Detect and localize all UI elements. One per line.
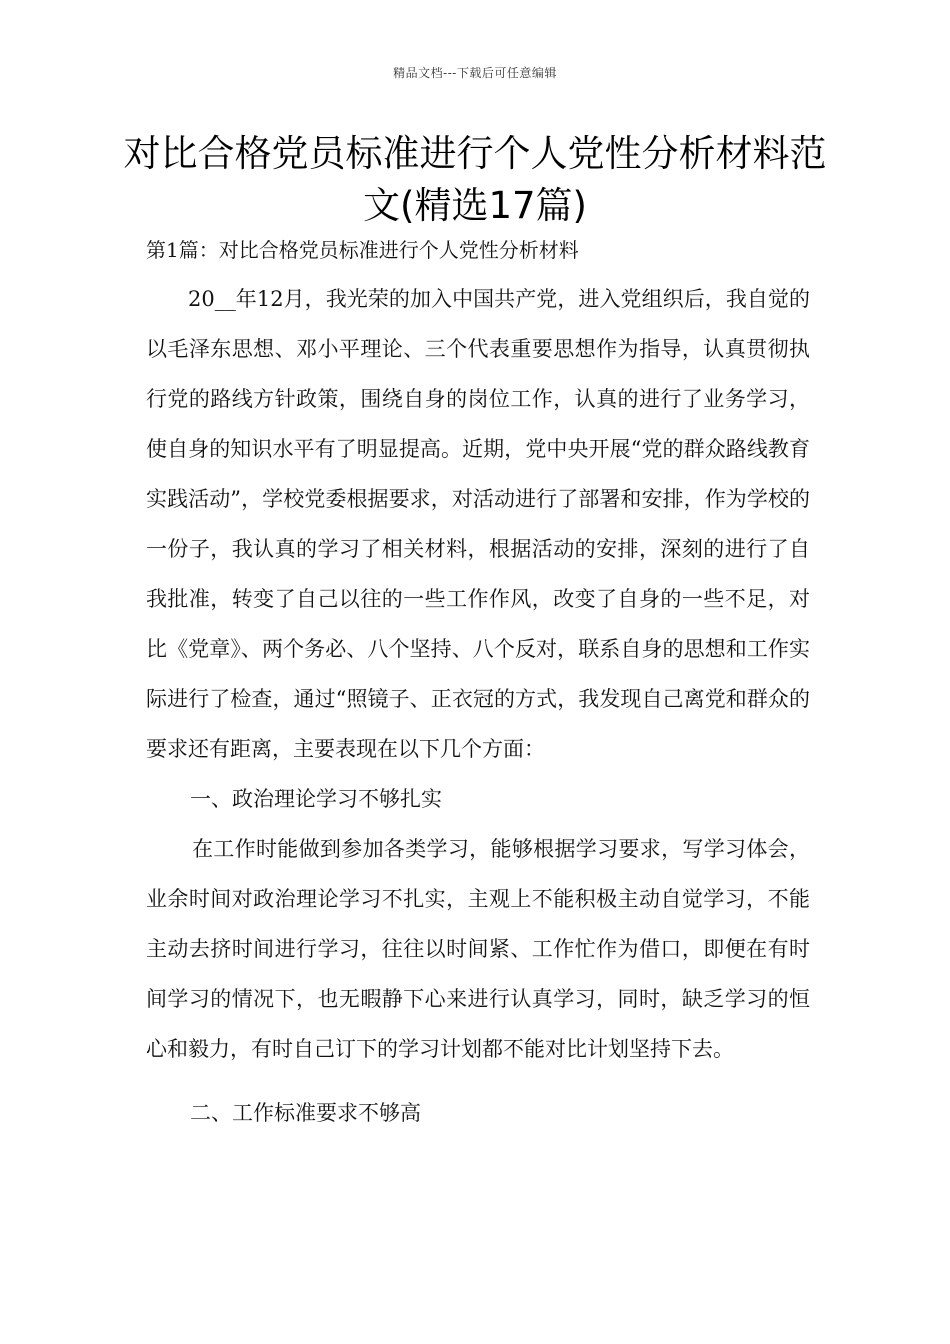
section-paragraph-1: 在工作时能做到参加各类学习，能够根据学习要求，写学习体会，业余时间对政治理论学习不扎实，主观上不能积极主动自觉学习，不能主动去挤时间进行学习，往往以时间紧、工作忙作为借口，即便在有时间学习的情况下，也无暇静下心来进行认真学习，同时，缺乏学习的恒心和毅力，有时自己订下的学习计划都不能对比计划坚持下去。	[146, 837, 810, 1061]
document-body	[146, 274, 810, 1138]
page-header: 精品文档---下载后可任意编辑	[393, 66, 557, 80]
paragraph-spacer	[146, 1074, 810, 1088]
article-subtitle: 第1篇：对比合格党员标准进行个人党性分析材料	[146, 238, 579, 262]
section-heading-2: 二、工作标准要求不够高	[190, 1101, 421, 1125]
document-title: 对比合格党员标准进行个人党性分析材料范文(精选17篇)	[123, 132, 827, 227]
section-heading-1: 一、政治理论学习不够扎实	[190, 787, 442, 811]
intro-paragraph: 20__年12月，我光荣的加入中国共产党，进入党组织后，我自觉的以毛泽东思想、邓小平理论、三个代表重要思想作为指导，认真贯彻执行党的路线方针政策，围绕自身的岗位工作，认真的进行了业务学习，使自身的知识水平有了明显提高。近期，党中央开展“党的群众路线教育实践活动”，学校党委根据要求，对活动进行了部署和安排，作为学校的一份子，我认真的学习了相关材料，根据活动的安排，深刻的进行了自我批准，转变了自己以往的一些工作作风，改变了自身的一些不足，对比《党章》、两个务必、八个坚持、八个反对，联系自身的思想和工作实际进行了检查，通过“照镜子、正衣冠的方式，我发现自己离党和群众的要求还有距离，主要表现在以下几个方面：	[146, 287, 810, 761]
